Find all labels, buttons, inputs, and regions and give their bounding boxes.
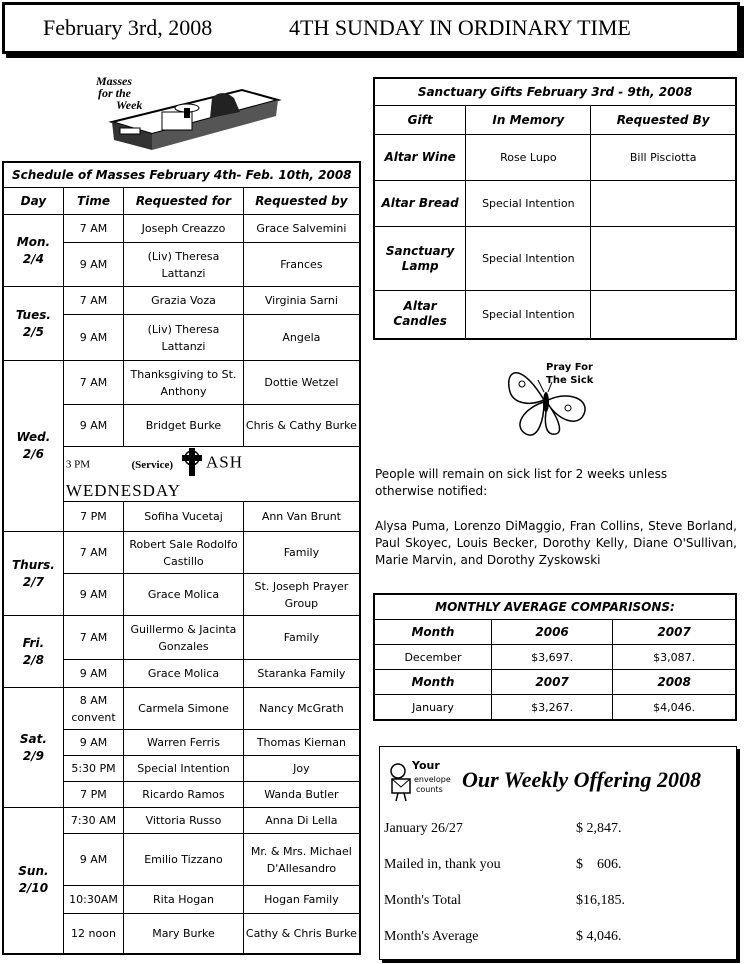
mass-by: Family xyxy=(243,616,360,660)
monthly-header: Month xyxy=(374,620,491,645)
mass-for: (Liv) Theresa Lattanzi xyxy=(124,243,244,287)
envelope-counts-logo xyxy=(386,757,456,803)
mass-by: Staranka Family xyxy=(243,660,360,688)
mass-for: Special Intention xyxy=(124,756,244,782)
mass-time: 7 PM xyxy=(63,782,123,808)
day-cell: Wed. 2/6 xyxy=(3,361,63,532)
monthly-caption: MONTHLY AVERAGE COMPARISONS: xyxy=(374,594,736,620)
masses-header-requested-by: Requested by xyxy=(243,188,360,215)
mass-by: Frances xyxy=(243,243,360,287)
ash-time: 3 PM xyxy=(65,458,90,471)
mass-time: 9 AM xyxy=(63,834,123,886)
mass-for: Warren Ferris xyxy=(124,730,244,756)
pray-for-sick-graphic xyxy=(500,360,610,440)
offering-label: Month's Average xyxy=(384,929,479,944)
mass-by: Nancy McGrath xyxy=(243,688,360,730)
sick-list-note: People will remain on sick list for 2 weeks unless otherwise notified: xyxy=(375,467,668,498)
sick-list-names: Alysa Puma, Lorenzo DiMaggio, Fran Collins, Steve Borland, Paul Skoyec, Louis Becker, Dorothy Kelly, Diane O'Sullivan, Marie Marvin, and Dorothy Zyskowski xyxy=(375,519,737,567)
sanctuary-caption: Sanctuary Gifts February 3rd - 9th, 2008 xyxy=(374,78,736,106)
mass-for: Rita Hogan xyxy=(124,886,244,914)
offering-value: $ 606. xyxy=(576,857,622,872)
mass-by: Dottie Wetzel xyxy=(243,361,360,405)
mass-time: 8 AM convent xyxy=(63,688,123,730)
masses-header-requested-for: Requested for xyxy=(124,188,244,215)
day-cell: Fri. 2/8 xyxy=(3,616,63,688)
ash-service: (Service) xyxy=(131,458,174,471)
mass-time: 7 AM xyxy=(63,215,123,243)
mass-by: Anna Di Lella xyxy=(243,808,360,834)
gift-requested xyxy=(591,181,736,227)
mass-by: Joy xyxy=(243,756,360,782)
masses-header-time: Time xyxy=(63,188,123,215)
mass-time: 9 AM xyxy=(63,730,123,756)
gift-name: Altar Candles xyxy=(374,291,466,339)
gift-requested xyxy=(591,291,736,339)
mass-time: 9 AM xyxy=(63,574,123,616)
offering-title: Our Weekly Offering 2008 xyxy=(462,767,701,792)
mass-by: Ann Van Brunt xyxy=(243,502,360,532)
mass-for: Grace Molica xyxy=(124,660,244,688)
mass-time: 12 noon xyxy=(63,914,123,954)
offering-label: January 26/27 xyxy=(384,821,463,836)
masses-logo-line3: Week xyxy=(116,98,143,112)
mass-by: Cathy & Chris Burke xyxy=(243,914,360,954)
mass-for: Sofiha Vucetaj xyxy=(124,502,244,532)
mass-by: Wanda Butler xyxy=(243,782,360,808)
gift-memory: Rose Lupo xyxy=(466,135,591,181)
offering-value: $ 2,847. xyxy=(576,821,622,836)
mass-for: Joseph Creazzo xyxy=(124,215,244,243)
mass-time: 7 AM xyxy=(63,532,123,574)
day-cell: Thurs. 2/7 xyxy=(3,532,63,616)
weekly-offering-box xyxy=(379,746,737,960)
mass-for: Grazia Voza xyxy=(124,287,244,315)
gift-requested: Bill Pisciotta xyxy=(591,135,736,181)
masses-altar-illustration xyxy=(92,72,282,157)
day-cell: Mon. 2/4 xyxy=(3,215,63,287)
monthly-header: 2007 xyxy=(491,670,612,695)
mass-by: Chris & Cathy Burke xyxy=(243,405,360,447)
bulletin-header xyxy=(2,2,740,54)
mass-for: Guillermo & Jacinta Gonzales xyxy=(124,616,244,660)
monthly-cell: $3,087. xyxy=(613,645,736,670)
mass-for: Thanksgiving to St. Anthony xyxy=(124,361,244,405)
masses-logo-line2: for the xyxy=(98,86,131,100)
mass-for: Ricardo Ramos xyxy=(124,782,244,808)
mass-time: 7 AM xyxy=(63,361,123,405)
offering-value: $16,185. xyxy=(576,893,625,908)
mass-for: Bridget Burke xyxy=(124,405,244,447)
mass-time: 9 AM xyxy=(63,660,123,688)
mass-by: Family xyxy=(243,532,360,574)
sanctuary-header-gift: Gift xyxy=(374,106,466,135)
mass-time: 5:30 PM xyxy=(63,756,123,782)
monthly-cell: $4,046. xyxy=(613,695,736,721)
mass-for: Mary Burke xyxy=(124,914,244,954)
masses-schedule-table xyxy=(2,161,361,955)
monthly-cell: $3,697. xyxy=(491,645,612,670)
offering-label: Month's Total xyxy=(384,893,462,908)
gift-memory: Special Intention xyxy=(466,291,591,339)
mass-for: Robert Sale Rodolfo Castillo xyxy=(124,532,244,574)
mass-for: (Liv) Theresa Lattanzi xyxy=(124,315,244,361)
gift-requested xyxy=(591,227,736,291)
mass-for: Emilio Tizzano xyxy=(124,834,244,886)
mass-time: 9 AM xyxy=(63,405,123,447)
monthly-average-table xyxy=(373,593,737,721)
offering-value: $ 4,046. xyxy=(576,929,622,944)
mass-time: 9 AM xyxy=(63,315,123,361)
mass-by: Mr. & Mrs. Michael D'Allesandro xyxy=(243,834,360,886)
sanctuary-gifts-table xyxy=(373,77,737,340)
day-cell: Tues. 2/5 xyxy=(3,287,63,361)
gift-memory: Special Intention xyxy=(466,227,591,291)
monthly-header: Month xyxy=(374,670,491,695)
mass-for: Carmela Simone xyxy=(124,688,244,730)
mass-by: Thomas Kiernan xyxy=(243,730,360,756)
monthly-cell: $3,267. xyxy=(491,695,612,721)
gift-memory: Special Intention xyxy=(466,181,591,227)
bulletin-date: February 3rd, 2008 xyxy=(43,15,213,40)
mass-by: Angela xyxy=(243,315,360,361)
mass-for: Vittoria Russo xyxy=(124,808,244,834)
ash-label: ASH WEDNESDAY xyxy=(65,452,244,500)
mass-time: 7:30 AM xyxy=(63,808,123,834)
bulletin-title: 4TH SUNDAY IN ORDINARY TIME xyxy=(289,15,631,40)
monthly-cell: January xyxy=(374,695,491,721)
masses-logo-line1: Masses xyxy=(96,74,133,88)
logo-word-envelope: envelope xyxy=(414,775,451,784)
gift-name: Sanctuary Lamp xyxy=(374,227,466,291)
mass-time: 9 AM xyxy=(63,243,123,287)
masses-header-day: Day xyxy=(3,188,63,215)
day-cell: Sun. 2/10 xyxy=(3,808,63,954)
mass-by: St. Joseph Prayer Group xyxy=(243,574,360,616)
mass-time: 7 AM xyxy=(63,616,123,660)
sanctuary-header-requested: Requested By xyxy=(591,106,736,135)
day-cell: Sat. 2/9 xyxy=(3,688,63,808)
pray-label-2: The Sick xyxy=(546,375,594,386)
mass-by: Virginia Sarni xyxy=(243,287,360,315)
offering-label: Mailed in, thank you xyxy=(384,857,501,872)
monthly-header: 2006 xyxy=(491,620,612,645)
logo-word-your: Your xyxy=(412,759,440,772)
monthly-cell: December xyxy=(374,645,491,670)
mass-by: Grace Salvemini xyxy=(243,215,360,243)
mass-time: 10:30AM xyxy=(63,886,123,914)
ash-cross-icon xyxy=(181,447,203,482)
monthly-header: 2007 xyxy=(613,620,736,645)
mass-by: Hogan Family xyxy=(243,886,360,914)
gift-name: Altar Wine xyxy=(374,135,466,181)
ash-wednesday-row xyxy=(63,447,360,502)
gift-name: Altar Bread xyxy=(374,181,466,227)
sanctuary-header-memory: In Memory xyxy=(466,106,591,135)
mass-time: 7 PM xyxy=(63,502,123,532)
pray-label-1: Pray For xyxy=(546,362,593,373)
mass-for: Grace Molica xyxy=(124,574,244,616)
mass-time: 7 AM xyxy=(63,287,123,315)
logo-word-counts: counts xyxy=(416,785,443,794)
masses-caption: Schedule of Masses February 4th- Feb. 10th, 2008 xyxy=(3,162,360,188)
monthly-header: 2008 xyxy=(613,670,736,695)
